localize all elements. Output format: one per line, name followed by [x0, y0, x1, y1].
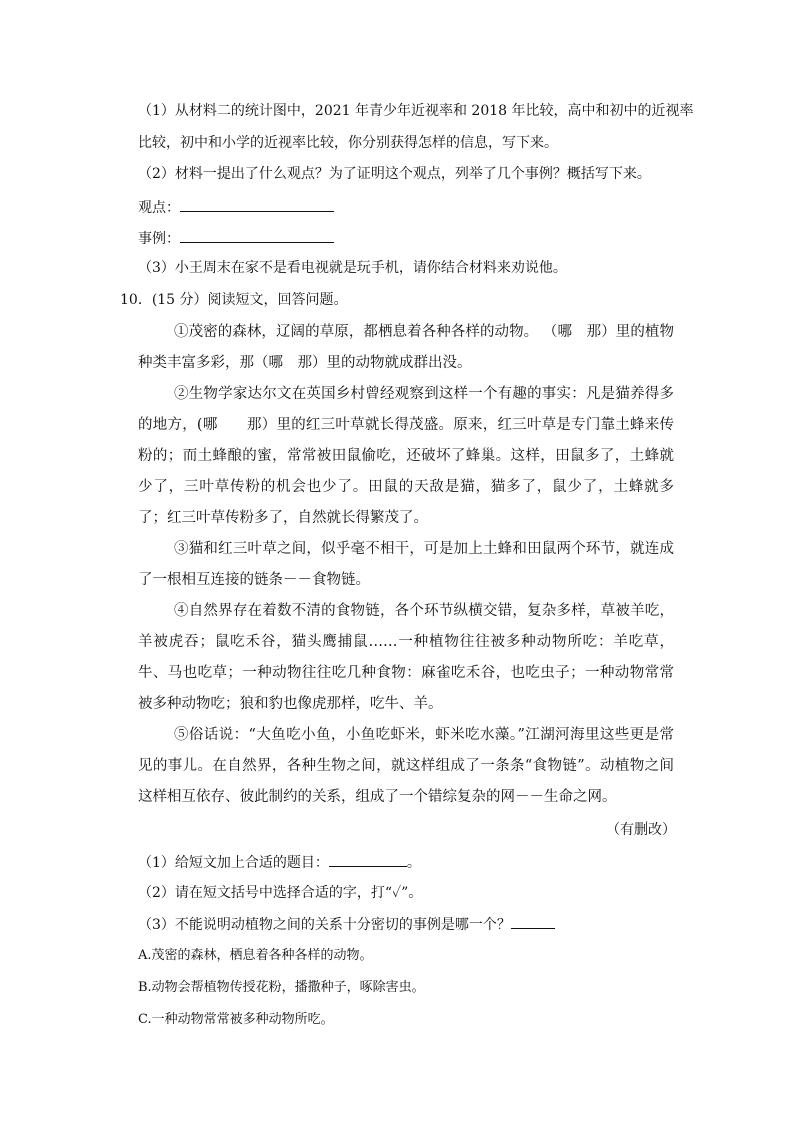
option-a: A.茂密的森林，栖息着各种各样的动物。	[138, 948, 373, 963]
question-1-line-2: 比较，初中和小学的近视率比较，你分别获得怎样的信息，写下来。	[138, 135, 558, 151]
option-b: B.动物会帮植物传授花粉，播撒种子，啄除害虫。	[138, 980, 425, 995]
question-b2: （2）请在短文括号中选择合适的字，打“✓”。	[138, 885, 423, 901]
viewpoint-blank[interactable]	[180, 197, 334, 212]
edit-note: （有删改）	[606, 822, 676, 838]
passage-paragraph-3: ③猫和红三叶草之间，似乎毫不相干，可是加上土蜂和田鼠两个环节，就连成了一根相互连接的链条－－食物链。	[138, 541, 674, 588]
example-blank[interactable]	[180, 228, 334, 243]
question-b3-text: （3）不能说明动植物之间的关系十分密切的事例是哪一个？	[138, 917, 511, 933]
passage-paragraph-1: ①茂密的森林，辽阔的草原，都栖息着各种各样的动物。 （哪 那）里的植物种类丰富多彩，那（哪 那）里的动物就成群出没。	[138, 324, 674, 371]
passage-paragraph-4: ④自然界存在着数不清的食物链，各个环节纵横交错，复杂多样，草被羊吃，羊被虎吞；鼠吃禾谷，猫头鹰捕鼠……一种植物往往被多种动物所吃：羊吃草，牛、马也吃草；一种动物往往吃几种食物：麻雀吃禾谷，也吃虫子；一种动物常常被多种动物吃；狼和豹也像虎那样，吃牛、羊。	[138, 603, 674, 712]
title-blank[interactable]	[329, 852, 407, 867]
option-c: C.一种动物常常被多种动物所吃。	[138, 1012, 334, 1027]
question-3: （3）小王周末在家不是看电视就是玩手机，请你结合材料来劝说他。	[138, 260, 567, 276]
question-10-header: 10．(15 分）阅读短文，回答问题。	[120, 292, 348, 308]
passage-paragraph-2: ②生物学家达尔文在英国乡村曾经观察到这样一个有趣的事实：凡是猫养得多的地方，(哪 那）里的红三叶草就长得茂盛。原来，红三叶草是专门靠土蜂来传粉的；而土蜂酿的蜜，常常被田鼠偷吃，还破坏了蜂巢。这样，田鼠多了，土蜂就少了，三叶草传粉的机会也少了。田鼠的天敌是猫，猫多了，鼠少了，土蜂就多了；红三叶草传粉多了，自然就长得繁茂了。	[138, 386, 674, 526]
question-b1	[138, 852, 421, 873]
viewpoint-label: 观点：	[138, 200, 180, 216]
question-b1-text: （1）给短文加上合适的题目：	[138, 855, 329, 871]
question-2: （2）材料一提出了什么观点？为了证明这个观点，列举了几个事例？概括写下来。	[138, 166, 651, 182]
question-b1-suffix: 。	[406, 855, 421, 871]
answer-blank[interactable]	[511, 914, 555, 929]
passage-paragraph-5: ⑤俗话说：“大鱼吃小鱼，小鱼吃虾米，虾米吃水藻。”江湖河海里这些更是常见的事儿。在自然界，各种生物之间，就这样组成了一条条“食物链”。动植物之间这样相互依存、彼此制约的关系，组成了一个错综复杂的网－－生命之网。	[138, 727, 674, 805]
viewpoint-row	[138, 197, 334, 218]
example-row	[138, 228, 334, 249]
question-1-line-1: （1）从材料二的统计图中，2021 年青少年近视率和 2018 年比较，高中和初中的近视率	[138, 103, 694, 119]
example-label: 事例：	[138, 231, 180, 247]
question-b3	[138, 914, 555, 935]
